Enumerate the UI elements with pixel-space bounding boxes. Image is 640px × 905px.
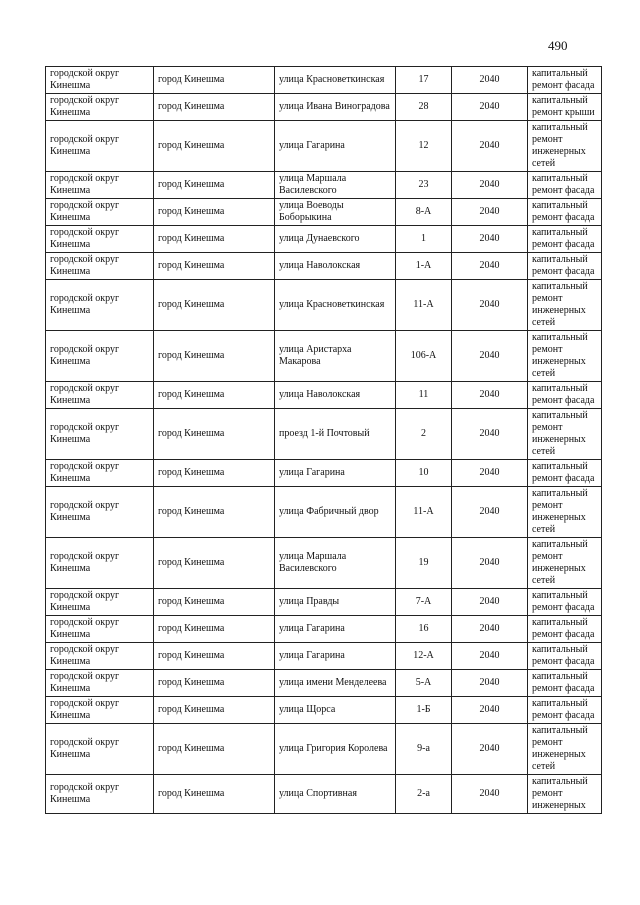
table-row (46, 460, 602, 487)
city-cell: город Кинешма (154, 460, 275, 487)
house-number-cell: 19 (396, 538, 452, 589)
house-number-cell: 12 (396, 121, 452, 172)
street-cell: улица Фабричный двор (275, 487, 396, 538)
district-cell: городской округ Кинешма (46, 199, 154, 226)
street-cell: проезд 1-й Почтовый (275, 409, 396, 460)
district-cell: городской округ Кинешма (46, 67, 154, 94)
table-row (46, 775, 602, 814)
work-type-cell: капитальный ремонт инженерных сетей (528, 487, 602, 538)
work-type-cell: капитальный ремонт инженерных сетей (528, 121, 602, 172)
table-row (46, 382, 602, 409)
house-number-cell: 11-А (396, 280, 452, 331)
work-type-cell: капитальный ремонт фасада (528, 643, 602, 670)
city-cell: город Кинешма (154, 538, 275, 589)
year-cell: 2040 (452, 94, 528, 121)
street-cell: улица Гагарина (275, 460, 396, 487)
work-type-cell: капитальный ремонт фасада (528, 67, 602, 94)
street-cell: улица Григория Королева (275, 724, 396, 775)
table-row (46, 226, 602, 253)
work-type-cell: капитальный ремонт инженерных сетей (528, 409, 602, 460)
street-cell: улица Красноветкинская (275, 67, 396, 94)
house-number-cell: 106-А (396, 331, 452, 382)
page-number: 490 (548, 38, 568, 53)
house-number-cell: 1 (396, 226, 452, 253)
house-number-cell: 1-Б (396, 697, 452, 724)
table-row (46, 697, 602, 724)
year-cell: 2040 (452, 460, 528, 487)
table-row (46, 724, 602, 775)
table-row (46, 643, 602, 670)
work-type-cell: капитальный ремонт крыши (528, 94, 602, 121)
city-cell: город Кинешма (154, 121, 275, 172)
house-number-cell: 7-А (396, 589, 452, 616)
year-cell: 2040 (452, 724, 528, 775)
city-cell: город Кинешма (154, 382, 275, 409)
district-cell: городской округ Кинешма (46, 121, 154, 172)
table-row (46, 253, 602, 280)
street-cell: улица Наволокская (275, 382, 396, 409)
house-number-cell: 2 (396, 409, 452, 460)
table-row (46, 409, 602, 460)
year-cell: 2040 (452, 67, 528, 94)
house-number-cell: 5-А (396, 670, 452, 697)
district-cell: городской округ Кинешма (46, 643, 154, 670)
year-cell: 2040 (452, 487, 528, 538)
table-row (46, 487, 602, 538)
housing-repair-table (45, 66, 602, 814)
district-cell: городской округ Кинешма (46, 775, 154, 814)
year-cell: 2040 (452, 589, 528, 616)
table-row (46, 589, 602, 616)
house-number-cell: 11-А (396, 487, 452, 538)
work-type-cell: капитальный ремонт инженерных сетей (528, 331, 602, 382)
street-cell: улица Маршала Василевского (275, 172, 396, 199)
city-cell: город Кинешма (154, 616, 275, 643)
year-cell: 2040 (452, 331, 528, 382)
street-cell: улица имени Менделеева (275, 670, 396, 697)
house-number-cell: 1-А (396, 253, 452, 280)
city-cell: город Кинешма (154, 331, 275, 382)
year-cell: 2040 (452, 697, 528, 724)
street-cell: улица Спортивная (275, 775, 396, 814)
house-number-cell: 28 (396, 94, 452, 121)
table-body (46, 67, 602, 814)
table-row (46, 67, 602, 94)
year-cell: 2040 (452, 670, 528, 697)
table-row (46, 616, 602, 643)
city-cell: город Кинешма (154, 589, 275, 616)
table-row (46, 280, 602, 331)
house-number-cell: 9-а (396, 724, 452, 775)
city-cell: город Кинешма (154, 172, 275, 199)
street-cell: улица Дунаевского (275, 226, 396, 253)
district-cell: городской округ Кинешма (46, 487, 154, 538)
work-type-cell: капитальный ремонт фасада (528, 226, 602, 253)
city-cell: город Кинешма (154, 487, 275, 538)
table-row (46, 121, 602, 172)
year-cell: 2040 (452, 172, 528, 199)
work-type-cell: капитальный ремонт инженерных сетей (528, 538, 602, 589)
house-number-cell: 17 (396, 67, 452, 94)
district-cell: городской округ Кинешма (46, 460, 154, 487)
city-cell: город Кинешма (154, 94, 275, 121)
table-row (46, 331, 602, 382)
year-cell: 2040 (452, 382, 528, 409)
city-cell: город Кинешма (154, 280, 275, 331)
work-type-cell: капитальный ремонт инженерных (528, 775, 602, 814)
district-cell: городской округ Кинешма (46, 226, 154, 253)
district-cell: городской округ Кинешма (46, 616, 154, 643)
street-cell: улица Аристарха Макарова (275, 331, 396, 382)
year-cell: 2040 (452, 226, 528, 253)
table-row (46, 94, 602, 121)
district-cell: городской округ Кинешма (46, 331, 154, 382)
city-cell: город Кинешма (154, 643, 275, 670)
city-cell: город Кинешма (154, 775, 275, 814)
street-cell: улица Щорса (275, 697, 396, 724)
street-cell: улица Гагарина (275, 121, 396, 172)
house-number-cell: 8-А (396, 199, 452, 226)
year-cell: 2040 (452, 280, 528, 331)
work-type-cell: капитальный ремонт фасада (528, 589, 602, 616)
year-cell: 2040 (452, 409, 528, 460)
table-row (46, 199, 602, 226)
city-cell: город Кинешма (154, 67, 275, 94)
district-cell: городской округ Кинешма (46, 589, 154, 616)
table-row (46, 670, 602, 697)
year-cell: 2040 (452, 538, 528, 589)
street-cell: улица Гагарина (275, 616, 396, 643)
district-cell: городской округ Кинешма (46, 697, 154, 724)
work-type-cell: капитальный ремонт инженерных сетей (528, 724, 602, 775)
house-number-cell: 2-а (396, 775, 452, 814)
district-cell: городской округ Кинешма (46, 538, 154, 589)
year-cell: 2040 (452, 199, 528, 226)
city-cell: город Кинешма (154, 724, 275, 775)
district-cell: городской округ Кинешма (46, 670, 154, 697)
work-type-cell: капитальный ремонт инженерных сетей (528, 280, 602, 331)
district-cell: городской округ Кинешма (46, 409, 154, 460)
district-cell: городской округ Кинешма (46, 94, 154, 121)
house-number-cell: 23 (396, 172, 452, 199)
table-row (46, 172, 602, 199)
work-type-cell: капитальный ремонт фасада (528, 670, 602, 697)
house-number-cell: 11 (396, 382, 452, 409)
work-type-cell: капитальный ремонт фасада (528, 460, 602, 487)
street-cell: улица Красноветкинская (275, 280, 396, 331)
year-cell: 2040 (452, 643, 528, 670)
street-cell: улица Воеводы Боборыкина (275, 199, 396, 226)
district-cell: городской округ Кинешма (46, 253, 154, 280)
district-cell: городской округ Кинешма (46, 172, 154, 199)
city-cell: город Кинешма (154, 226, 275, 253)
work-type-cell: капитальный ремонт фасада (528, 697, 602, 724)
street-cell: улица Ивана Виноградова (275, 94, 396, 121)
city-cell: город Кинешма (154, 199, 275, 226)
table-row (46, 538, 602, 589)
year-cell: 2040 (452, 616, 528, 643)
work-type-cell: капитальный ремонт фасада (528, 253, 602, 280)
street-cell: улица Наволокская (275, 253, 396, 280)
house-number-cell: 12-А (396, 643, 452, 670)
district-cell: городской округ Кинешма (46, 280, 154, 331)
street-cell: улица Маршала Василевского (275, 538, 396, 589)
district-cell: городской округ Кинешма (46, 382, 154, 409)
year-cell: 2040 (452, 253, 528, 280)
city-cell: город Кинешма (154, 253, 275, 280)
work-type-cell: капитальный ремонт фасада (528, 172, 602, 199)
year-cell: 2040 (452, 121, 528, 172)
street-cell: улица Гагарина (275, 643, 396, 670)
house-number-cell: 10 (396, 460, 452, 487)
city-cell: город Кинешма (154, 697, 275, 724)
street-cell: улица Правды (275, 589, 396, 616)
house-number-cell: 16 (396, 616, 452, 643)
district-cell: городской округ Кинешма (46, 724, 154, 775)
year-cell: 2040 (452, 775, 528, 814)
city-cell: город Кинешма (154, 409, 275, 460)
work-type-cell: капитальный ремонт фасада (528, 382, 602, 409)
work-type-cell: капитальный ремонт фасада (528, 199, 602, 226)
work-type-cell: капитальный ремонт фасада (528, 616, 602, 643)
city-cell: город Кинешма (154, 670, 275, 697)
